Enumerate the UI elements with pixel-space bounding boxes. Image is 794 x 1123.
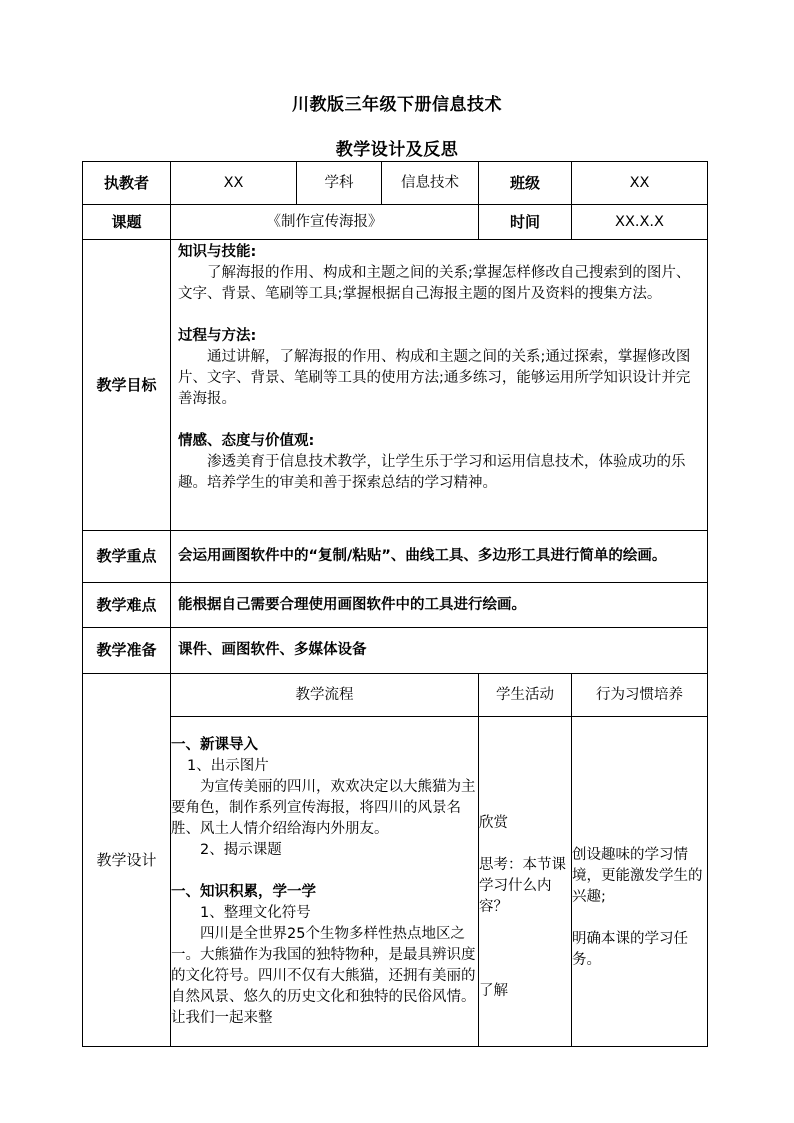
activity-1: 欣赏 [479, 815, 508, 831]
design-header-activity: 学生活动 [479, 674, 572, 717]
teacher-label: 执教者 [83, 162, 171, 205]
intro-paragraph: 为宣传美丽的四川，欢欢决定以大熊猫为主要角色，制作系列宣传海报，将四川的风景名胜、风土人情介绍给海内外朋友。 [171, 778, 476, 837]
preparation-text: 课件、画图软件、多媒体设备 [171, 628, 708, 674]
emotion-text: 渗透美育于信息技术教学，让学生乐于学习和运用信息技术，体验成功的乐趣。培养学生的审美和善于探索总结的学习精神。 [178, 454, 686, 491]
activity-2: 思考：本节课学习什么内容？ [479, 857, 566, 915]
key-points-label: 教学重点 [83, 531, 171, 583]
time-value: XX.X.X [572, 205, 708, 240]
intro-item-2: 2、揭示课题 [200, 841, 282, 858]
preparation-label: 教学准备 [83, 628, 171, 674]
teaching-flow [171, 717, 479, 1047]
knowledge-text: 了解海报的作用、构成和主题之间的关系;掌握怎样修改自己搜索到的图片、文字、背景、笔刷等工具;掌握根据自己海报主题的图片及资料的搜集方法。 [178, 265, 691, 302]
habit-1: 创设趣味的学习情境，更能激发学生的兴趣; [572, 846, 703, 905]
preparation-row [83, 628, 708, 674]
difficulties-row [83, 583, 708, 628]
emotion-title: 情感、态度与价值观: [178, 433, 315, 449]
design-label: 教学设计 [83, 674, 171, 1047]
section-intro-title: 一、新课导入 [171, 736, 258, 753]
design-body-row [83, 717, 708, 1047]
design-header-row [83, 674, 708, 717]
activity-3: 了解 [479, 983, 508, 999]
intro-item-1: 1、出示图片 [187, 757, 269, 774]
design-header-habit: 行为习惯培养 [572, 674, 708, 717]
class-label: 班级 [479, 162, 572, 205]
process-text: 通过讲解，了解海报的作用、构成和主题之间的关系;通过探索，掌握修改图片、文字、背景、笔刷等工具的使用方法;通多练习，能够运用所学知识设计并完善海报。 [178, 349, 691, 407]
class-value: XX [572, 162, 708, 205]
section-knowledge-title: 一、知识积累，学一学 [171, 883, 316, 900]
knowledge-paragraph: 四川是全世界25个生物多样性热点地区之一。大熊猫作为我国的独特物种，是最具辨识度的文化符号。四川不仅有大熊猫，还拥有美丽的自然风景、悠久的历史文化和独特的民俗风情。让我们一起来整 [171, 925, 476, 1026]
teacher-value: XX [171, 162, 297, 205]
subject-value: 信息技术 [382, 162, 479, 205]
process-title: 过程与方法: [178, 328, 257, 344]
key-points-text: 会运用画图软件中的“复制/粘贴”、曲线工具、多边形工具进行简单的绘画。 [171, 531, 708, 583]
lesson-plan-table [82, 161, 708, 1047]
objectives-row [83, 240, 708, 531]
time-label: 时间 [479, 205, 572, 240]
subject-label: 学科 [297, 162, 382, 205]
objectives-label: 教学目标 [83, 240, 171, 531]
info-row-topic [83, 205, 708, 240]
knowledge-title: 知识与技能: [178, 244, 257, 260]
document-title: 川教版三年级下册信息技术 [292, 95, 502, 115]
document-subtitle: 教学设计及反思 [335, 140, 459, 160]
difficulties-label: 教学难点 [83, 583, 171, 628]
knowledge-item-1: 1、整理文化符号 [200, 904, 311, 921]
key-points-row [83, 531, 708, 583]
student-activities [479, 717, 572, 1047]
habit-cultivation [572, 717, 708, 1047]
info-row-teacher [83, 162, 708, 205]
design-header-flow: 教学流程 [171, 674, 479, 717]
difficulties-text: 能根据自己需要合理使用画图软件中的工具进行绘画。 [171, 583, 708, 628]
topic-label: 课题 [83, 205, 171, 240]
habit-2: 明确本课的学习任务。 [572, 930, 688, 968]
objectives-content [171, 240, 708, 531]
topic-value: 《制作宣传海报》 [171, 205, 479, 240]
